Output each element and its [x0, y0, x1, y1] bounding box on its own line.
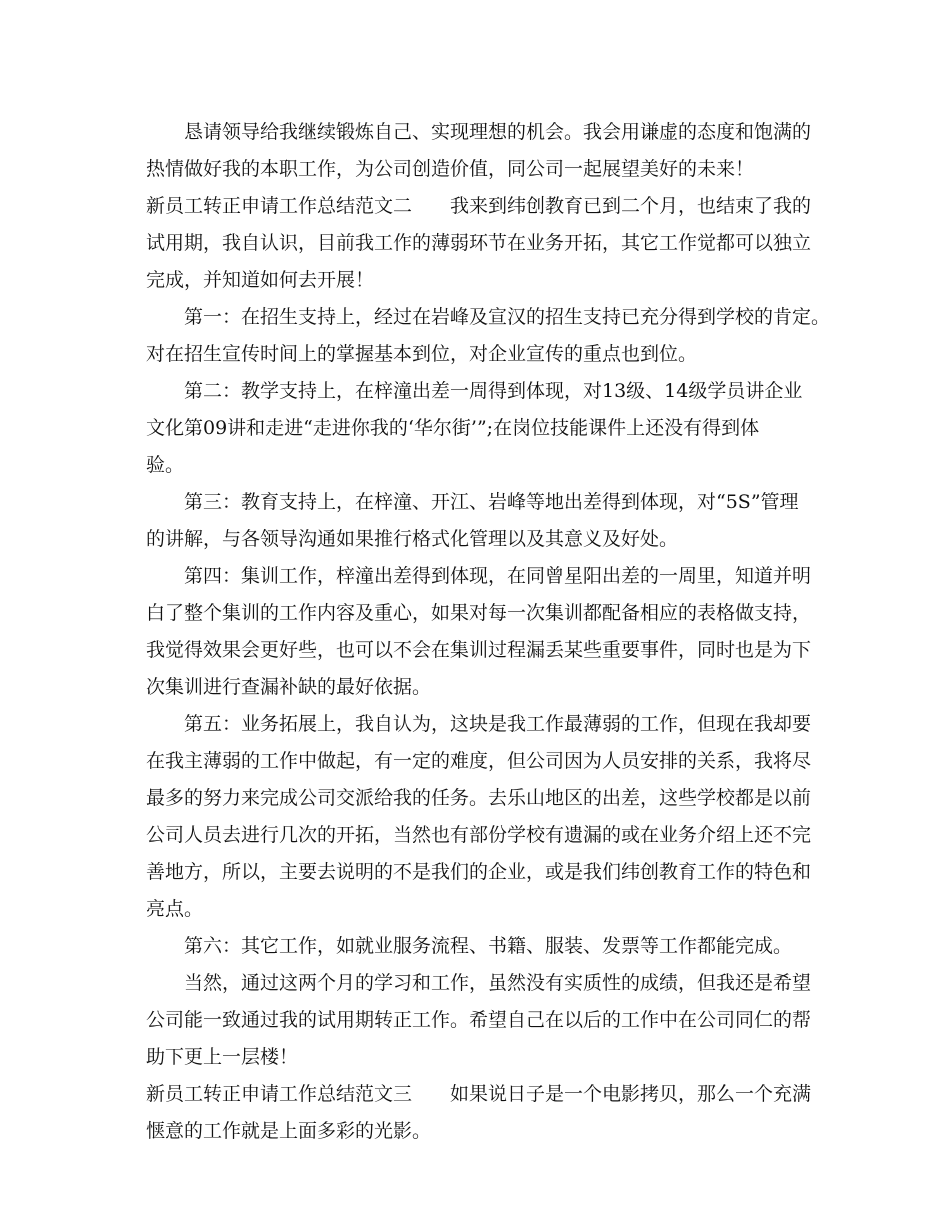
text-line: 助下更上一层楼！	[146, 1046, 299, 1068]
text-line: 次集训进行查漏补缺的最好依据。	[146, 676, 432, 698]
text-line: 善地方，所以，主要去说明的不是我们的企业，或是我们纬创教育工作的特色和	[146, 861, 812, 883]
text-line: 公司人员去进行几次的开拓，当然也有部份学校有遗漏的或在业务介绍上还不完	[146, 824, 812, 846]
text-line: 第五：业务拓展上，我自认为，这块是我工作最薄弱的工作，但现在我却要	[184, 713, 812, 735]
text-line: 第四：集训工作，梓潼出差得到体现，在同曾星阳出差的一周里，知道并明	[184, 565, 812, 587]
text-line: 的讲解，与各领导沟通如果推行格式化管理以及其意义及好处。	[146, 528, 679, 550]
text-line: 对在招生宣传时间上的掌握基本到位，对企业宣传的重点也到位。	[146, 343, 698, 365]
text-line: 我觉得效果会更好些，也可以不会在集训过程漏丢某些重要事件，同时也是为下	[146, 639, 812, 661]
text-line: 第二：教学支持上，在梓潼出差一周得到体现，对13级、14级学员讲企业	[184, 380, 803, 402]
text-line: 热情做好我的本职工作，为公司创造价值，同公司一起展望美好的未来！	[146, 158, 755, 180]
text-line: 试用期，我自认识，目前我工作的薄弱环节在业务开拓，其它工作觉都可以独立	[146, 232, 812, 254]
text-line: 第六：其它工作，如就业服务流程、书籍、服装、发票等工作都能完成。	[184, 935, 793, 957]
section-heading-line: 新员工转正申请工作总结范文三 如果说日子是一个电影拷贝，那么一个充满	[146, 1083, 812, 1105]
text-line: 公司能一致通过我的试用期转正工作。希望自己在以后的工作中在公司同仁的帮	[146, 1009, 812, 1031]
text-line: 第三：教育支持上，在梓潼、开江、岩峰等地出差得到体现，对“5S”管理	[184, 491, 799, 513]
text-line: 最多的努力来完成公司交派给我的任务。去乐山地区的出差，这些学校都是以前	[146, 787, 812, 809]
text-line: 在我主薄弱的工作中做起，有一定的难度，但公司因为人员安排的关系，我将尽	[146, 750, 812, 772]
text-line: 白了整个集训的工作内容及重心，如果对每一次集训都配备相应的表格做支持，	[146, 602, 812, 624]
text-line: 验。	[146, 454, 185, 476]
text-line: 文化第09讲和走进“走进你我的‘华尔街’”;在岗位技能课件上还没有得到体	[146, 417, 760, 439]
text-line: 当然，通过这两个月的学习和工作，虽然没有实质性的成绩，但我还是希望	[184, 972, 812, 994]
text-line: 第一：在招生支持上，经过在岩峰及宣汉的招生支持已充分得到学校的肯定。	[184, 306, 831, 328]
text-line: 完成，并知道如何去开展！	[146, 269, 375, 291]
text-line: 亮点。	[146, 898, 204, 920]
text-line: 惬意的工作就是上面多彩的光影。	[146, 1120, 432, 1142]
text-line: 恳请领导给我继续锻炼自己、实现理想的机会。我会用谦虚的态度和饱满的	[184, 121, 812, 143]
section-heading-line: 新员工转正申请工作总结范文二 我来到纬创教育已到二个月，也结束了我的	[146, 195, 812, 217]
